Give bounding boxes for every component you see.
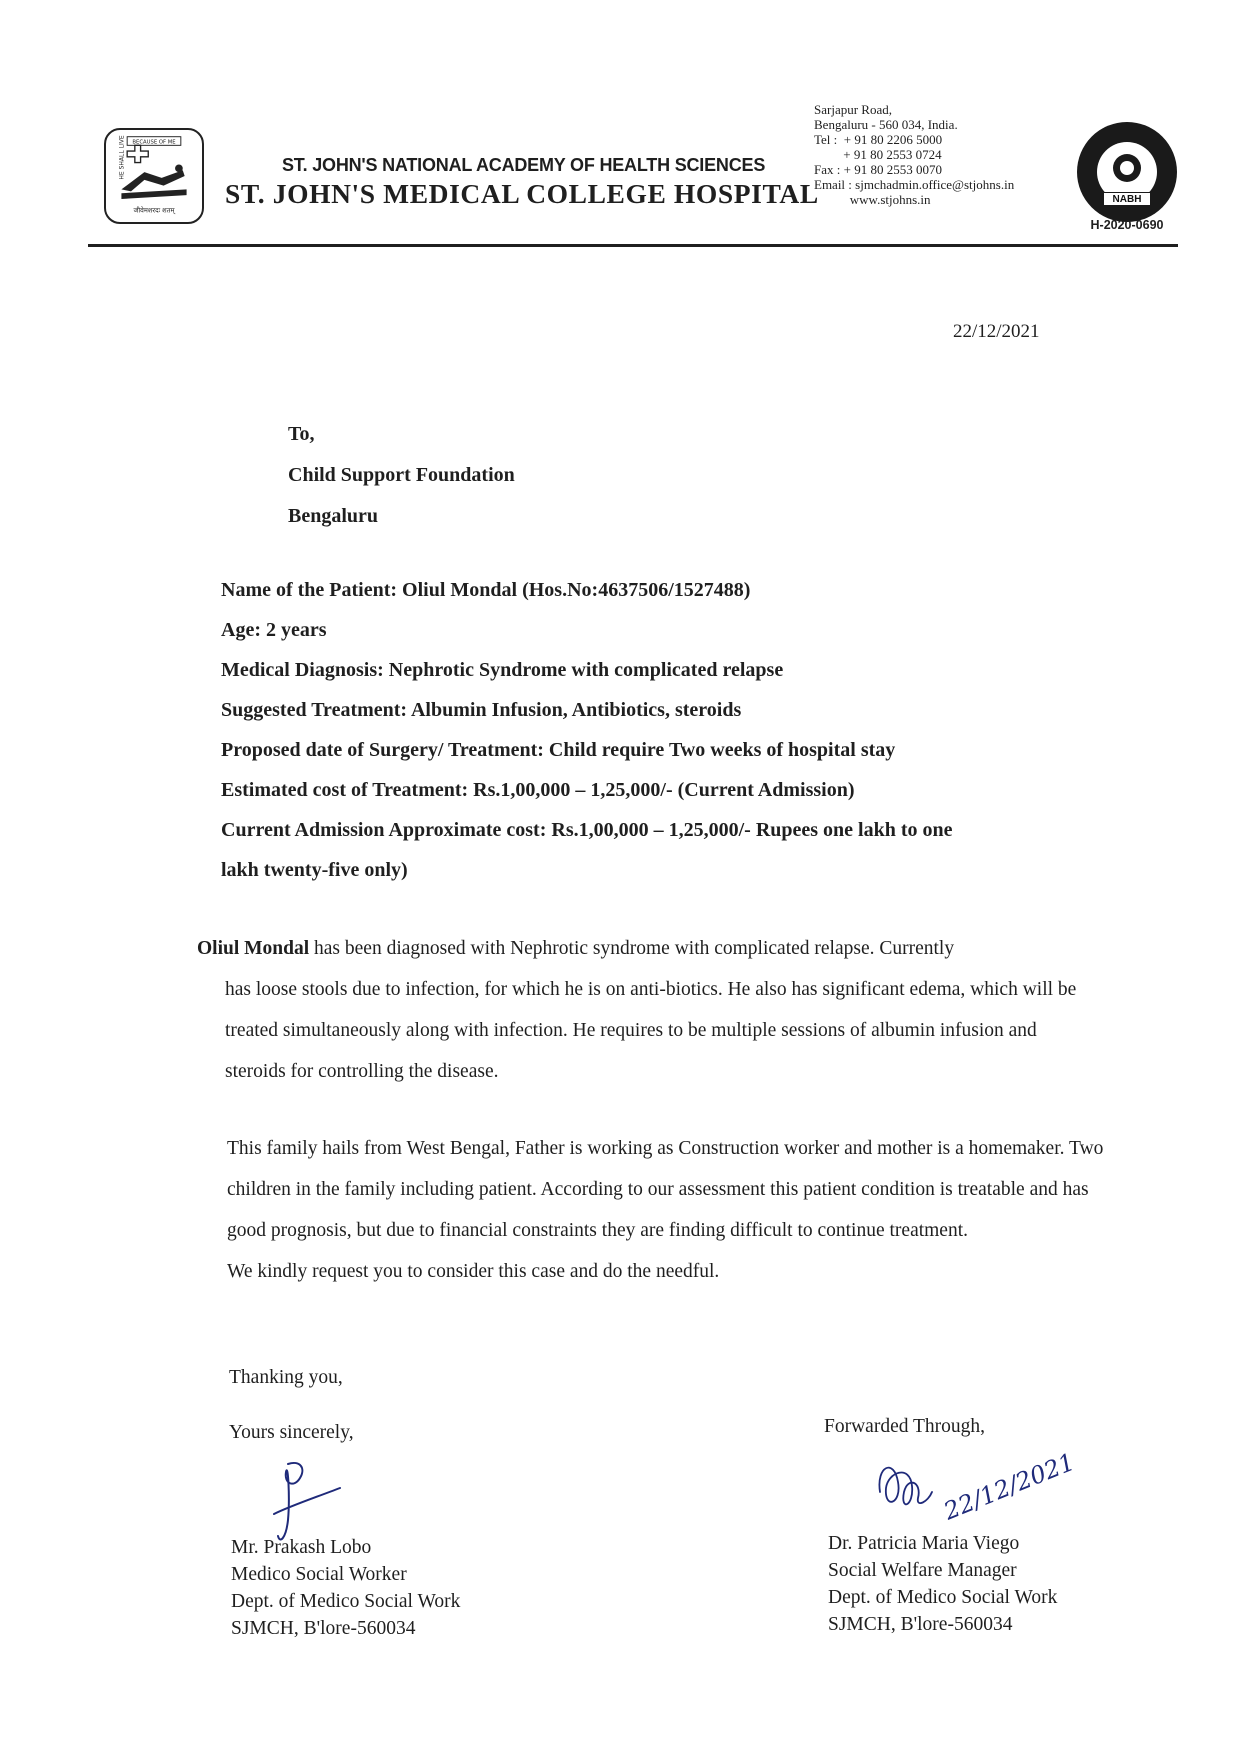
logo-side-text: HE SHALL LIVE <box>118 135 126 180</box>
contact-address-line1: Sarjapur Road, <box>814 102 892 117</box>
admission-cost-line-cont: lakh twenty-five only) <box>221 859 408 881</box>
signatory-viego <box>828 1530 1057 1638</box>
treatment-line: Suggested Treatment: Albumin Infusion, Antibiotics, steroids <box>221 699 742 721</box>
signatory-dept: Dept. of Medico Social Work <box>231 1591 461 1612</box>
patient-details <box>221 570 1121 890</box>
closing-sincerely: Yours sincerely, <box>229 1422 354 1443</box>
diagnosis-paragraph-body: has loose stools due to infection, for which he is on anti-biotics. He also has significant edema, which will be treated simultaneously along with infection. He requires to be multiple sessions of albumin infusion and steroids for controlling the disease. <box>225 979 1077 1082</box>
contact-website: www.stjohns.in <box>814 192 931 207</box>
header-divider <box>88 244 1178 247</box>
nabh-label: NABH <box>1103 192 1151 206</box>
signature-patricia-viego <box>870 1447 1079 1532</box>
closing-thanks: Thanking you, <box>229 1367 343 1388</box>
logo-bottom-text: जीवेमशरदः शतम् <box>133 206 175 215</box>
proposed-date-line: Proposed date of Surgery/ Treatment: Child require Two weeks of hospital stay <box>221 739 896 761</box>
patient-age-line: Age: 2 years <box>221 619 327 641</box>
diagnosis-paragraph <box>197 928 1102 1092</box>
request-line: We kindly request you to consider this case and do the needful. <box>227 1261 720 1282</box>
hospital-logo <box>104 128 204 224</box>
contact-fax: Fax : + 91 80 2553 0070 <box>814 162 942 177</box>
logo-banner-text: BECAUSE OF ME <box>132 139 176 146</box>
patient-name-bold: Oliul Mondal <box>197 938 310 959</box>
contact-tel-line1: Tel : + 91 80 2206 5000 <box>814 132 943 147</box>
diagnosis-paragraph-first-line: has been diagnosed with Nephrotic syndrome with complicated relapse. Currently <box>314 938 955 959</box>
signatory-title: Medico Social Worker <box>231 1564 407 1585</box>
signatory-dept: Dept. of Medico Social Work <box>828 1587 1058 1608</box>
estimated-cost-line: Estimated cost of Treatment: Rs.1,00,000 – 1,25,000/- (Current Admission) <box>221 779 855 801</box>
recipient-salutation: To, <box>288 423 315 445</box>
signatory-title: Social Welfare Manager <box>828 1560 1017 1581</box>
signatory-place: SJMCH, B'lore-560034 <box>828 1614 1013 1635</box>
contact-address-line2: Bengaluru - 560 034, India. <box>814 117 958 132</box>
forwarded-through: Forwarded Through, <box>824 1416 986 1437</box>
diagnosis-line: Medical Diagnosis: Nephrotic Syndrome with complicated relapse <box>221 659 784 681</box>
letter-date: 22/12/2021 <box>953 321 1040 342</box>
signature-date: 22/12/2021 <box>939 1447 1079 1526</box>
contact-email: Email : sjmchadmin.office@stjohns.in <box>814 177 1015 192</box>
signatory-lobo <box>231 1534 460 1642</box>
signatory-name: Mr. Prakash Lobo <box>231 1537 372 1558</box>
signatory-place: SJMCH, B'lore-560034 <box>231 1618 416 1639</box>
recipient-city: Bengaluru <box>288 505 379 527</box>
recipient-block <box>288 414 515 537</box>
signatory-name: Dr. Patricia Maria Viego <box>828 1533 1020 1554</box>
contact-tel-line2: + 91 80 2553 0724 <box>814 147 942 162</box>
org-subtitle: ST. JOHN'S NATIONAL ACADEMY OF HEALTH SCIENCES <box>282 155 766 175</box>
family-paragraph <box>227 1128 1105 1292</box>
org-title: ST. JOHN'S MEDICAL COLLEGE HOSPITAL <box>225 178 819 209</box>
recipient-org: Child Support Foundation <box>288 464 515 486</box>
family-paragraph-body: This family hails from West Bengal, Father is working as Construction worker and mother is a homemaker. Two children in the family including patient. According to our assessment this patient condition is treatable and has good prognosis, but due to financial constraints they are finding difficult to continue treatment. <box>227 1138 1104 1241</box>
nabh-seal <box>1075 122 1179 234</box>
admission-cost-line: Current Admission Approximate cost: Rs.1,00,000 – 1,25,000/- Rupees one lakh to one <box>221 819 953 841</box>
contact-info <box>814 102 1014 207</box>
nabh-code: H-2020-0690 <box>1090 218 1164 232</box>
patient-name-line: Name of the Patient: Oliul Mondal (Hos.No:4637506/1527488) <box>221 579 751 601</box>
